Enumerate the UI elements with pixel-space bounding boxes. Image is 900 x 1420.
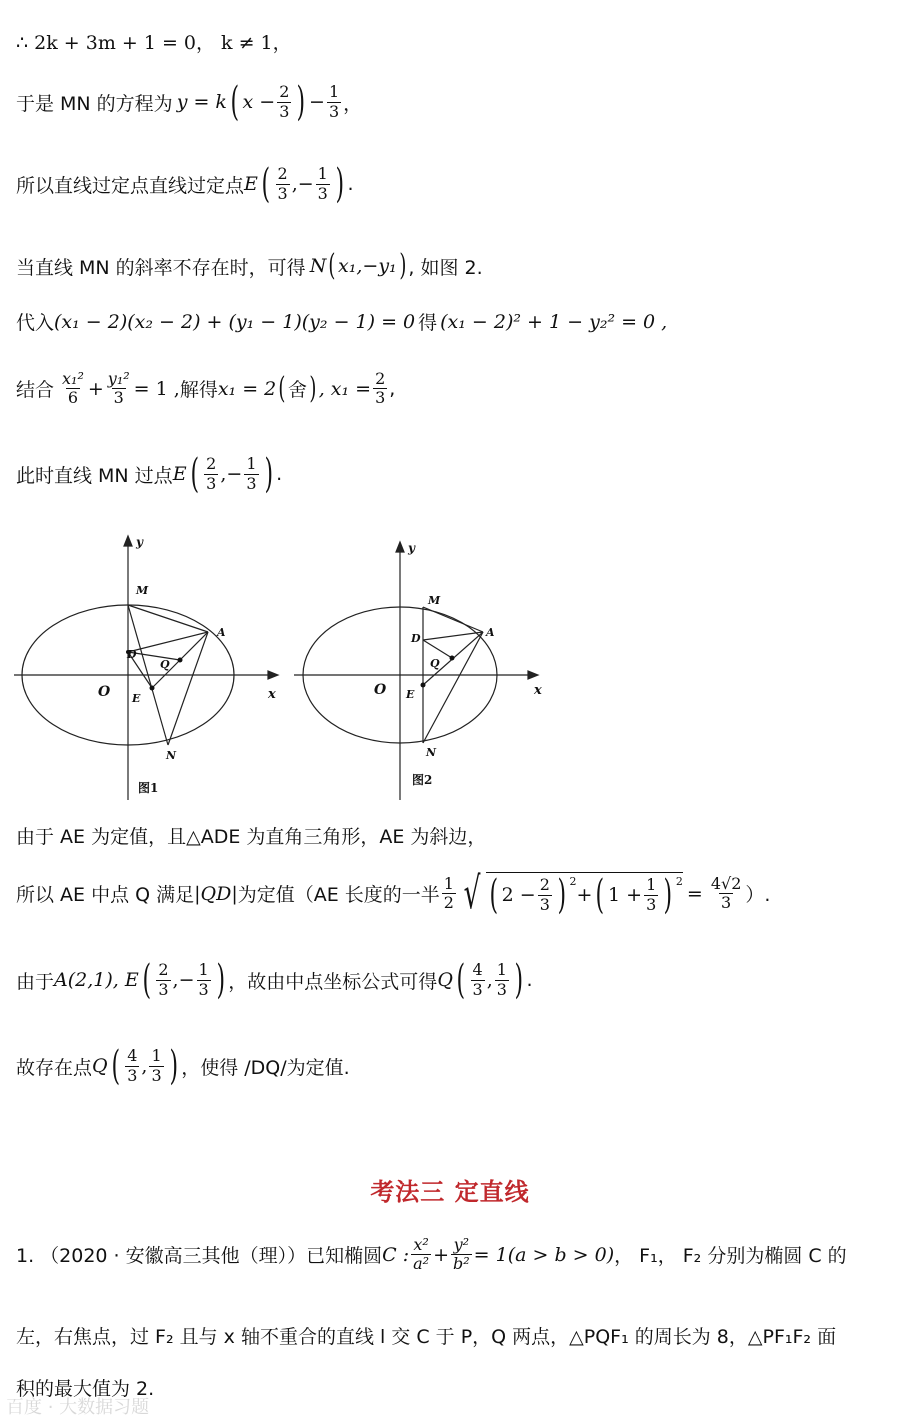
line-12 [16,1236,847,1274]
line-8 [16,822,486,849]
figure-2 [290,530,560,800]
fraction [709,875,744,913]
line-5 [16,308,667,335]
frac-num: 4 [472,960,483,980]
label-A: A [486,626,495,639]
frac-num: 1 [646,875,657,895]
paren-close: ) [399,248,407,283]
label-x: x [534,683,542,698]
frac-den: 3 [127,1065,138,1085]
fraction [149,1047,163,1085]
frac-den: 3 [277,183,288,203]
line-9-qd: |QD| [194,882,238,905]
line-6-solve: 解得 [179,379,218,402]
frac-den: 3 [721,893,732,912]
fraction [204,455,218,493]
label-O: O [374,682,387,698]
comma: , [486,969,493,991]
paren-open: ( [142,957,151,1003]
comma: ,− [291,173,314,195]
segment-DA [423,632,483,640]
segment-DQ [423,640,452,658]
line-6-x1: x₁ = 2 [217,377,277,400]
label-E: E [406,688,415,701]
frac-num: 1 [496,960,507,980]
square: 2 [569,875,577,888]
paren-open: ( [230,79,240,125]
line-4-args: x₁,−y₁ [338,255,397,277]
frac-den: 3 [472,979,483,999]
frac-den: 3 [328,101,340,121]
frac-num: y² [453,1235,470,1254]
label-D: D [127,648,137,661]
frac-num: 1 [317,164,328,184]
line-4-prefix: 当直线 MN 的斜率不存在时，可得 [16,256,306,279]
line-11 [16,1043,350,1089]
line-5-mid: 得 [418,312,438,334]
line-5-expr2: (x₁ − 2)² + 1 − y₂² = 0 , [440,310,668,333]
label-N: N [426,746,437,759]
line-12-end: ， F₁， F₂ 分别为椭圆 C 的 [614,1245,847,1268]
frac-den: 6 [67,388,79,408]
line-9-prefix: 所以 AE 中点 Q 满足 [16,884,195,906]
paren-close: ) [264,451,273,497]
frac-num: 2 [279,82,290,102]
line-11-end: ，使得 /DQ/为定值. [181,1056,350,1079]
fraction [451,1236,472,1274]
paren-open: ( [489,872,499,918]
line-12-eq: = 1(a > b > 0) [473,1243,615,1266]
paren-open: ( [328,248,336,283]
frac-den: 3 [206,473,217,493]
y-arrow-icon [124,536,132,546]
fraction [197,961,211,999]
y-arrow-icon [396,542,404,552]
paren-open: ( [595,872,605,918]
line-2-prefix: 于是 MN 的方程为 [16,92,173,115]
sqrt [458,868,683,919]
point-Q: Q [437,969,453,991]
label-O: O [98,684,111,700]
paren-open: ( [278,370,286,406]
point-Q-dot [450,656,455,661]
point-E: E [172,463,187,485]
point-E-dot [421,683,426,688]
line-10 [16,957,533,1003]
plus: + [433,1243,449,1266]
frac-den: 3 [246,473,257,493]
paren-close: ) [514,957,524,1003]
frac-den: 3 [539,894,550,914]
frac-den: a² [413,1254,430,1274]
frac-den: b² [453,1254,470,1274]
fraction [156,961,170,999]
frac-num: x² [413,1235,429,1254]
line-9 [16,868,770,919]
line-10-end: . [526,969,533,991]
fraction [373,370,387,408]
line-3-prefix: 所以直线过定点直线过定点 [16,174,245,197]
frac-num: 4√2 [710,873,742,893]
paren-close: ) [557,872,566,918]
segment-AN [423,632,483,743]
line-14-text: 积的最大值为 2. [16,1378,155,1400]
point-Q-dot [178,658,183,663]
line-10-prefix: 由于 [16,970,55,993]
figure-1 [10,530,290,800]
frac-den: 3 [496,979,507,999]
fraction [106,370,132,408]
paren-open: ( [456,957,465,1003]
fraction [442,875,456,913]
equals: = [686,882,703,905]
line-4-end: , 如图 2. [408,256,483,279]
label-M: M [136,584,149,597]
frac-den: 3 [113,388,124,408]
segment-MA [128,605,208,632]
frac-num: 2 [277,164,288,184]
rad-two: 2 − [501,884,536,906]
fraction [276,165,290,203]
frac-num: 1 [246,454,257,474]
line-2-body: y = k [176,91,227,113]
fraction [277,83,291,121]
label-N: N [166,749,177,762]
line-2-end: ， [343,92,363,115]
fraction [411,1236,431,1274]
line-4 [16,248,483,283]
paren-close: ) [335,161,344,207]
line-1-text: ∴ 2k + 3m + 1 = 0， k ≠ 1， [16,32,292,54]
line-2 [16,79,363,125]
frac-num: 2 [158,960,169,980]
frac-den: 2 [443,893,454,912]
fraction [644,876,658,914]
label-D: D [411,632,421,645]
frac-num: 1 [151,1046,162,1066]
comma: ,− [172,969,195,991]
paren-close: ) [663,872,673,918]
line-5-prefix: 代入 [16,312,55,334]
paren-close: ) [296,79,306,125]
line-6-she: 舍 [287,379,307,402]
point-E-dot [150,686,155,691]
line-13-text: 左，右焦点，过 F₂ 且与 x 轴不重合的直线 l 交 C 于 P，Q 两点，△PQF₁ 的周长为 8，△PF₁F₂ 面 [16,1326,837,1348]
comma: , [141,1055,148,1077]
frac-num: 1 [443,873,454,893]
frac-num: 2 [375,369,386,388]
line-5-expr: (x₁ − 2)(x₂ − 2) + (y₁ − 1)(y₂ − 1) = 0 [54,310,416,333]
frac-num: y₁² [107,369,130,388]
line-10-A: A(2,1), E [54,969,139,991]
section-heading: 考法三 定直线 [370,1178,530,1206]
square: 2 [675,875,683,888]
fraction [471,961,485,999]
paren-close: ) [169,1043,178,1089]
fraction [538,876,552,914]
fraction [60,370,86,408]
plus: + [87,377,104,400]
paren-open: ( [111,1043,120,1089]
radicand [486,872,683,918]
frac-num: 1 [328,82,340,102]
line-11-prefix: 故存在点 [16,1056,93,1079]
frac-den: 3 [317,183,328,203]
line-7 [16,451,283,497]
paren-close: ) [309,370,317,406]
line-12-prefix: 1. （2020 · 安徽高三其他（理））已知椭圆 [16,1245,383,1268]
label-y: y [136,535,143,549]
label-y: y [408,541,415,555]
line-6-eq: = 1 , [133,377,180,400]
line-7-prefix: 此时直线 MN 过点 [16,464,173,487]
fraction [244,455,258,493]
frac-num: x₁² [62,369,84,388]
comma: ,− [220,463,243,485]
line-6-x1b: , x₁ = [318,377,372,400]
line-1 [16,28,292,55]
paren-open: ( [190,451,199,497]
line-2-x: x − [242,91,276,113]
figure-1-caption: 图1 [138,781,159,795]
point-E: E [244,173,258,195]
label-A: A [217,626,226,639]
frac-den: 3 [375,388,386,408]
label-Q: Q [430,657,440,670]
line-13 [16,1322,836,1349]
line-9-mid: 为定值（AE 长度的一半 [237,884,440,906]
label-M: M [428,594,441,607]
frac-num: 2 [206,454,217,474]
line-3-end: . [347,173,354,195]
plus: + [576,884,593,906]
x-arrow-icon [528,671,538,679]
frac-den: 3 [198,979,209,999]
segment-MA [423,607,483,632]
segment-AN [168,632,208,745]
watermark: 百度 · 大数据习题 [6,1397,150,1418]
label-x: x [268,687,276,702]
frac-num: 4 [127,1046,138,1066]
line-6-end: , [389,377,396,400]
fraction [125,1047,139,1085]
frac-den: 3 [279,101,290,121]
line-9-end: ）. [745,884,771,906]
line-6 [16,370,395,408]
fraction [316,165,330,203]
frac-den: 3 [646,894,657,914]
paren-close: ) [216,957,225,1003]
label-Q: Q [160,658,170,671]
segment-DA [128,632,208,652]
frac-den: 3 [151,1065,162,1085]
frac-den: 3 [158,979,169,999]
label-E: E [132,692,141,705]
point-Q: Q [92,1055,108,1077]
line-7-end: . [276,463,283,485]
paren-open: ( [261,161,270,207]
fraction [327,83,341,121]
point-N: N [309,255,327,277]
frac-num: 1 [198,960,209,980]
line-3 [16,161,354,207]
x-arrow-icon [268,671,278,679]
radical-icon: √ [463,868,481,919]
line-12-C: C : [382,1243,410,1266]
line-8-text: 由于 AE 为定值，且△ADE 为直角三角形，AE 为斜边， [16,826,487,848]
line-6-prefix: 结合 [16,379,55,402]
frac-num: 2 [539,875,550,895]
rad-one: 1 + [608,884,643,906]
line-2-minus: − [309,91,325,113]
fraction [495,961,509,999]
figure-2-caption: 图2 [412,773,433,787]
line-10-mid: ，故由中点坐标公式可得 [228,970,438,993]
